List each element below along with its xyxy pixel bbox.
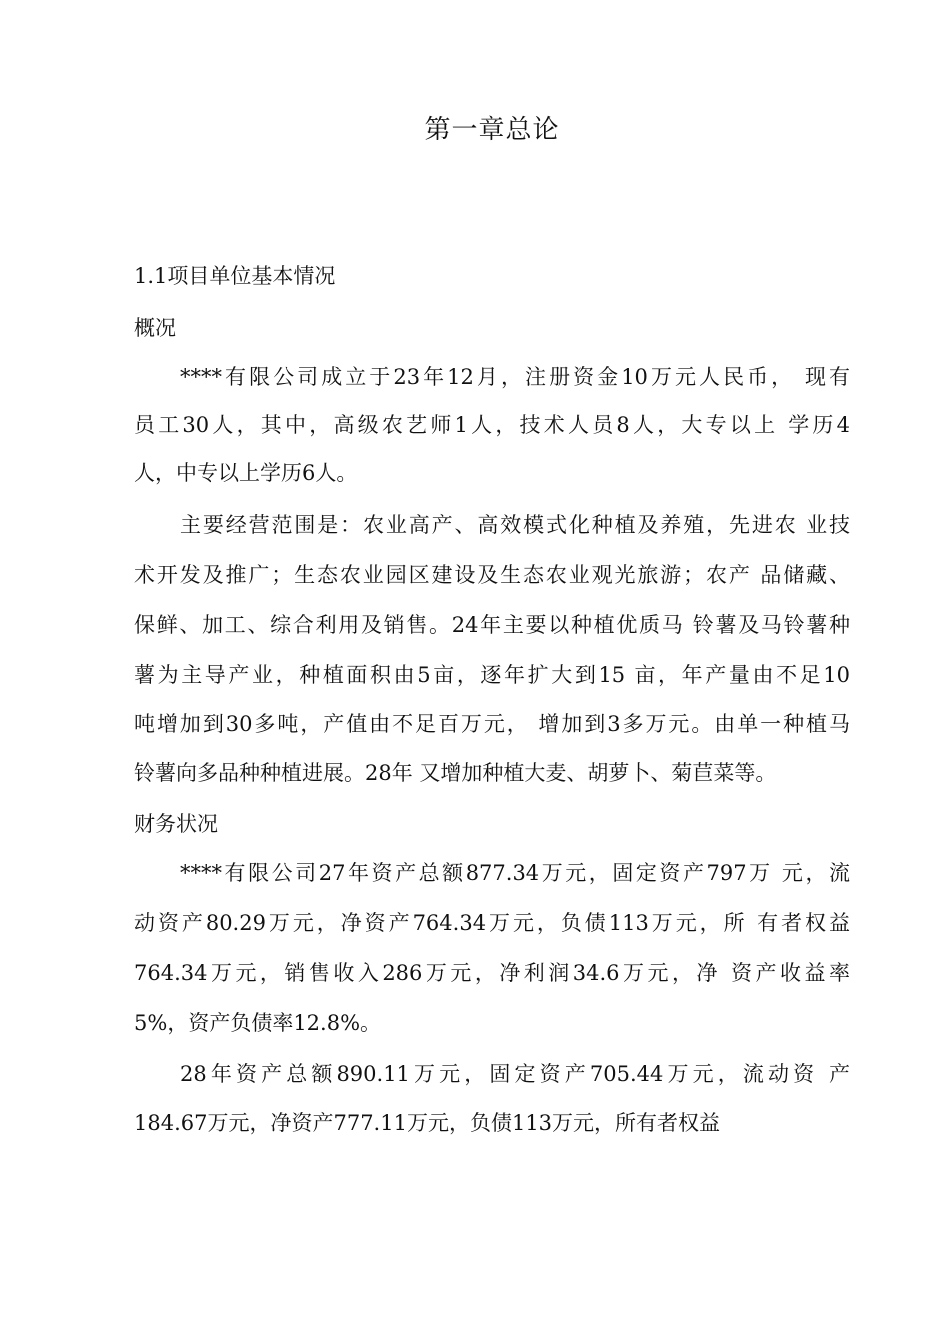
subheading-overview: 概况 <box>134 316 176 340</box>
overview-p2-line: 术开发及推广；生态农业园区建设及生态农业观光旅游；农产 品储藏、 <box>134 563 850 587</box>
overview-p1-line: 员工30人，其中，高级农艺师1人，技术人员8人，大专以上 学历4 <box>134 413 850 437</box>
subheading-finance: 财务状况 <box>134 812 218 836</box>
chapter-title: 第一章总论 <box>424 115 560 145</box>
overview-p1-line: ****有限公司成立于23年12月，注册资金10万元人民币， 现有 <box>180 365 850 389</box>
finance-p1-line: ****有限公司27年资产总额877.34万元，固定资产797万 元，流 <box>180 861 850 885</box>
finance-p1-line: 动资产80.29万元，净资产764.34万元，负债113万元，所 有者权益 <box>134 911 850 935</box>
finance-p2-line: 28年资产总额890.11万元，固定资产705.44万元，流动资 产 <box>180 1062 850 1086</box>
overview-p2-line: 保鲜、加工、综合利用及销售。24年主要以种植优质马 铃薯及马铃薯种 <box>134 613 850 637</box>
finance-p2-line: 184.67万元，净资产777.11万元，负债113万元，所有者权益 <box>134 1111 721 1135</box>
overview-p2-line: 主要经营范围是：农业高产、高效模式化种植及养殖，先进农 业技 <box>180 513 850 537</box>
section-heading: 1.1项目单位基本情况 <box>134 264 336 288</box>
overview-p2-line: 吨增加到30多吨，产值由不足百万元， 增加到3多万元。由单一种植马 <box>134 712 850 736</box>
overview-p2-line: 铃薯向多品种种植进展。28年 又增加种植大麦、胡萝卜、菊苣菜等。 <box>134 761 777 785</box>
finance-p1-line: 764.34万元，销售收入286万元，净利润34.6万元，净 资产收益率 <box>134 961 850 985</box>
overview-p2-line: 薯为主导产业，种植面积由5亩，逐年扩大到15 亩，年产量由不足10 <box>134 663 850 687</box>
overview-p1-line: 人，中专以上学历6人。 <box>134 461 358 485</box>
finance-p1-line: 5%，资产负债率12.8%。 <box>134 1011 382 1035</box>
